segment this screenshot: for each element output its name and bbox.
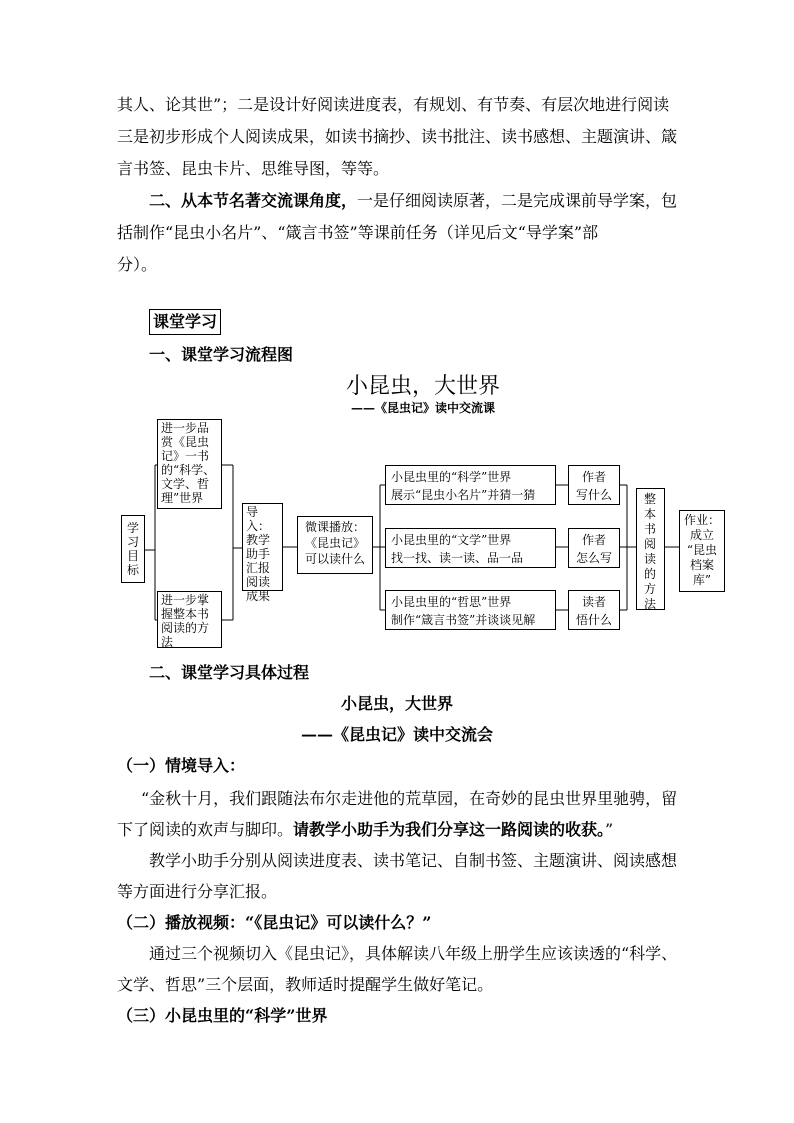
s1-p1-close: ” — [605, 820, 614, 839]
micro-line-1: 微课播放： — [304, 520, 365, 534]
micro-line-2: 《昆虫记》 — [304, 536, 365, 550]
intro-line-3: 言书签、昆虫卡片、思维导图，等等。 — [117, 159, 390, 178]
intro-line-2: 三是初步形成个人阅读成果，如读书摘抄、读书批注、读书感想、主题演讲、箴 — [117, 127, 678, 146]
s1-p1-bold: 请教学小助手为我们分享这一路阅读的收获。 — [293, 820, 606, 839]
intro-p2-line-3: 分）。 — [117, 255, 158, 274]
q-what-2: 写什么 — [575, 488, 612, 502]
q-box-insight — [568, 590, 620, 630]
s1-p2-line-1: 教学小助手分别从阅读进度表、读书笔记、自制书签、主题演讲、阅读感想 — [149, 851, 678, 870]
s1-p1-line-2 — [117, 817, 613, 843]
row-science-line-1: 小昆虫里的“科学”世界 — [391, 470, 512, 484]
homework-line-1: 作业： — [683, 513, 720, 527]
s1-p1-line-1: “金秋十月，我们跟随法布尔走进他的荒草园，在奇妙的昆虫世界里驰骋，留 — [141, 789, 678, 808]
method-box: 整本书阅读的方法 — [636, 488, 665, 610]
row-literature-line-2: 找一找、读一读、品一品 — [391, 551, 524, 565]
goal-bottom-box: 进一步掌握整本书阅读的方法 — [157, 591, 222, 648]
q-how-1: 作者 — [581, 533, 606, 547]
q-box-what — [568, 465, 620, 505]
intro-box: 导入：教学助手汇报阅读成果 — [242, 503, 283, 591]
row-science-box — [385, 465, 556, 505]
micro-line-3: 可以读什么 — [304, 552, 365, 566]
goal-top-box: 进一步品赏《昆虫记》一书的“科学、文学、哲理”世界 — [157, 419, 222, 509]
q-insight-2: 悟什么 — [575, 613, 612, 627]
learning-goal-box: 学习目标 — [121, 515, 145, 583]
row-literature-box — [385, 528, 556, 568]
heading-process: 二、课堂学习具体过程 — [149, 663, 310, 682]
q-what-1: 作者 — [581, 470, 606, 484]
homework-line-4: 档案 — [689, 558, 714, 572]
homework-box — [679, 510, 725, 592]
homework-line-3: “昆虫 — [686, 543, 718, 557]
s1-p2-line-2: 等方面进行分享汇报。 — [117, 882, 278, 901]
section-2-heading: （二）播放视频：“《昆虫记》可以读什么？” — [117, 913, 432, 932]
homework-line-2: 成立 — [689, 528, 714, 542]
micro-lesson-box — [297, 516, 373, 574]
row-philosophy-line-1: 小昆虫里的“哲思”世界 — [391, 595, 512, 609]
homework-line-5: 库” — [692, 573, 712, 587]
section-1-heading: （一）情境导入： — [117, 756, 246, 775]
flowchart-title: 小昆虫，大世界 — [345, 374, 500, 399]
s1-p1-normal: 下了阅读的欢声与脚印。 — [117, 820, 294, 839]
heading-flowchart: 一、课堂学习流程图 — [149, 345, 294, 364]
flowchart-subtitle: ——《昆虫记》读中交流课 — [350, 401, 495, 415]
intro-p2-rest: 一是仔细阅读原著，二是完成课前导学案，包 — [357, 191, 678, 210]
row-literature-line-1: 小昆虫里的“文学”世界 — [391, 533, 512, 547]
section-3-heading: （三）小昆虫里的“科学”世界 — [117, 1006, 328, 1025]
row-philosophy-line-2: 制作“箴言书签”并谈谈见解 — [391, 613, 536, 627]
q-how-2: 怎么写 — [575, 551, 612, 565]
lesson-subtitle: ——《昆虫记》读中交流会 — [300, 725, 493, 744]
q-insight-1: 读者 — [581, 595, 606, 609]
intro-p2-line-2: 括制作“昆虫小名片”、“箴言书签”等课前任务（详见后文“导学案”部 — [117, 223, 599, 242]
q-box-how — [568, 528, 620, 568]
section-box-classroom-learning: 课堂学习 — [149, 309, 221, 335]
intro-line-1: 其人、论其世”；二是设计好阅读进度表，有规划、有节奏、有层次地进行阅读 — [117, 95, 670, 114]
row-philosophy-box — [385, 590, 556, 630]
intro-p2-bold: 二、从本节名著交流课角度， — [149, 191, 358, 210]
lesson-title: 小昆虫，大世界 — [340, 694, 453, 713]
row-science-line-2: 展示“昆虫小名片”并猜一猜 — [391, 488, 536, 502]
s2-line-1: 通过三个视频切入《昆虫记》，具体解读八年级上册学生应该读透的“科学、 — [149, 944, 678, 963]
s2-line-2: 文学、哲思”三个层面，教师适时提醒学生做好笔记。 — [117, 975, 494, 994]
